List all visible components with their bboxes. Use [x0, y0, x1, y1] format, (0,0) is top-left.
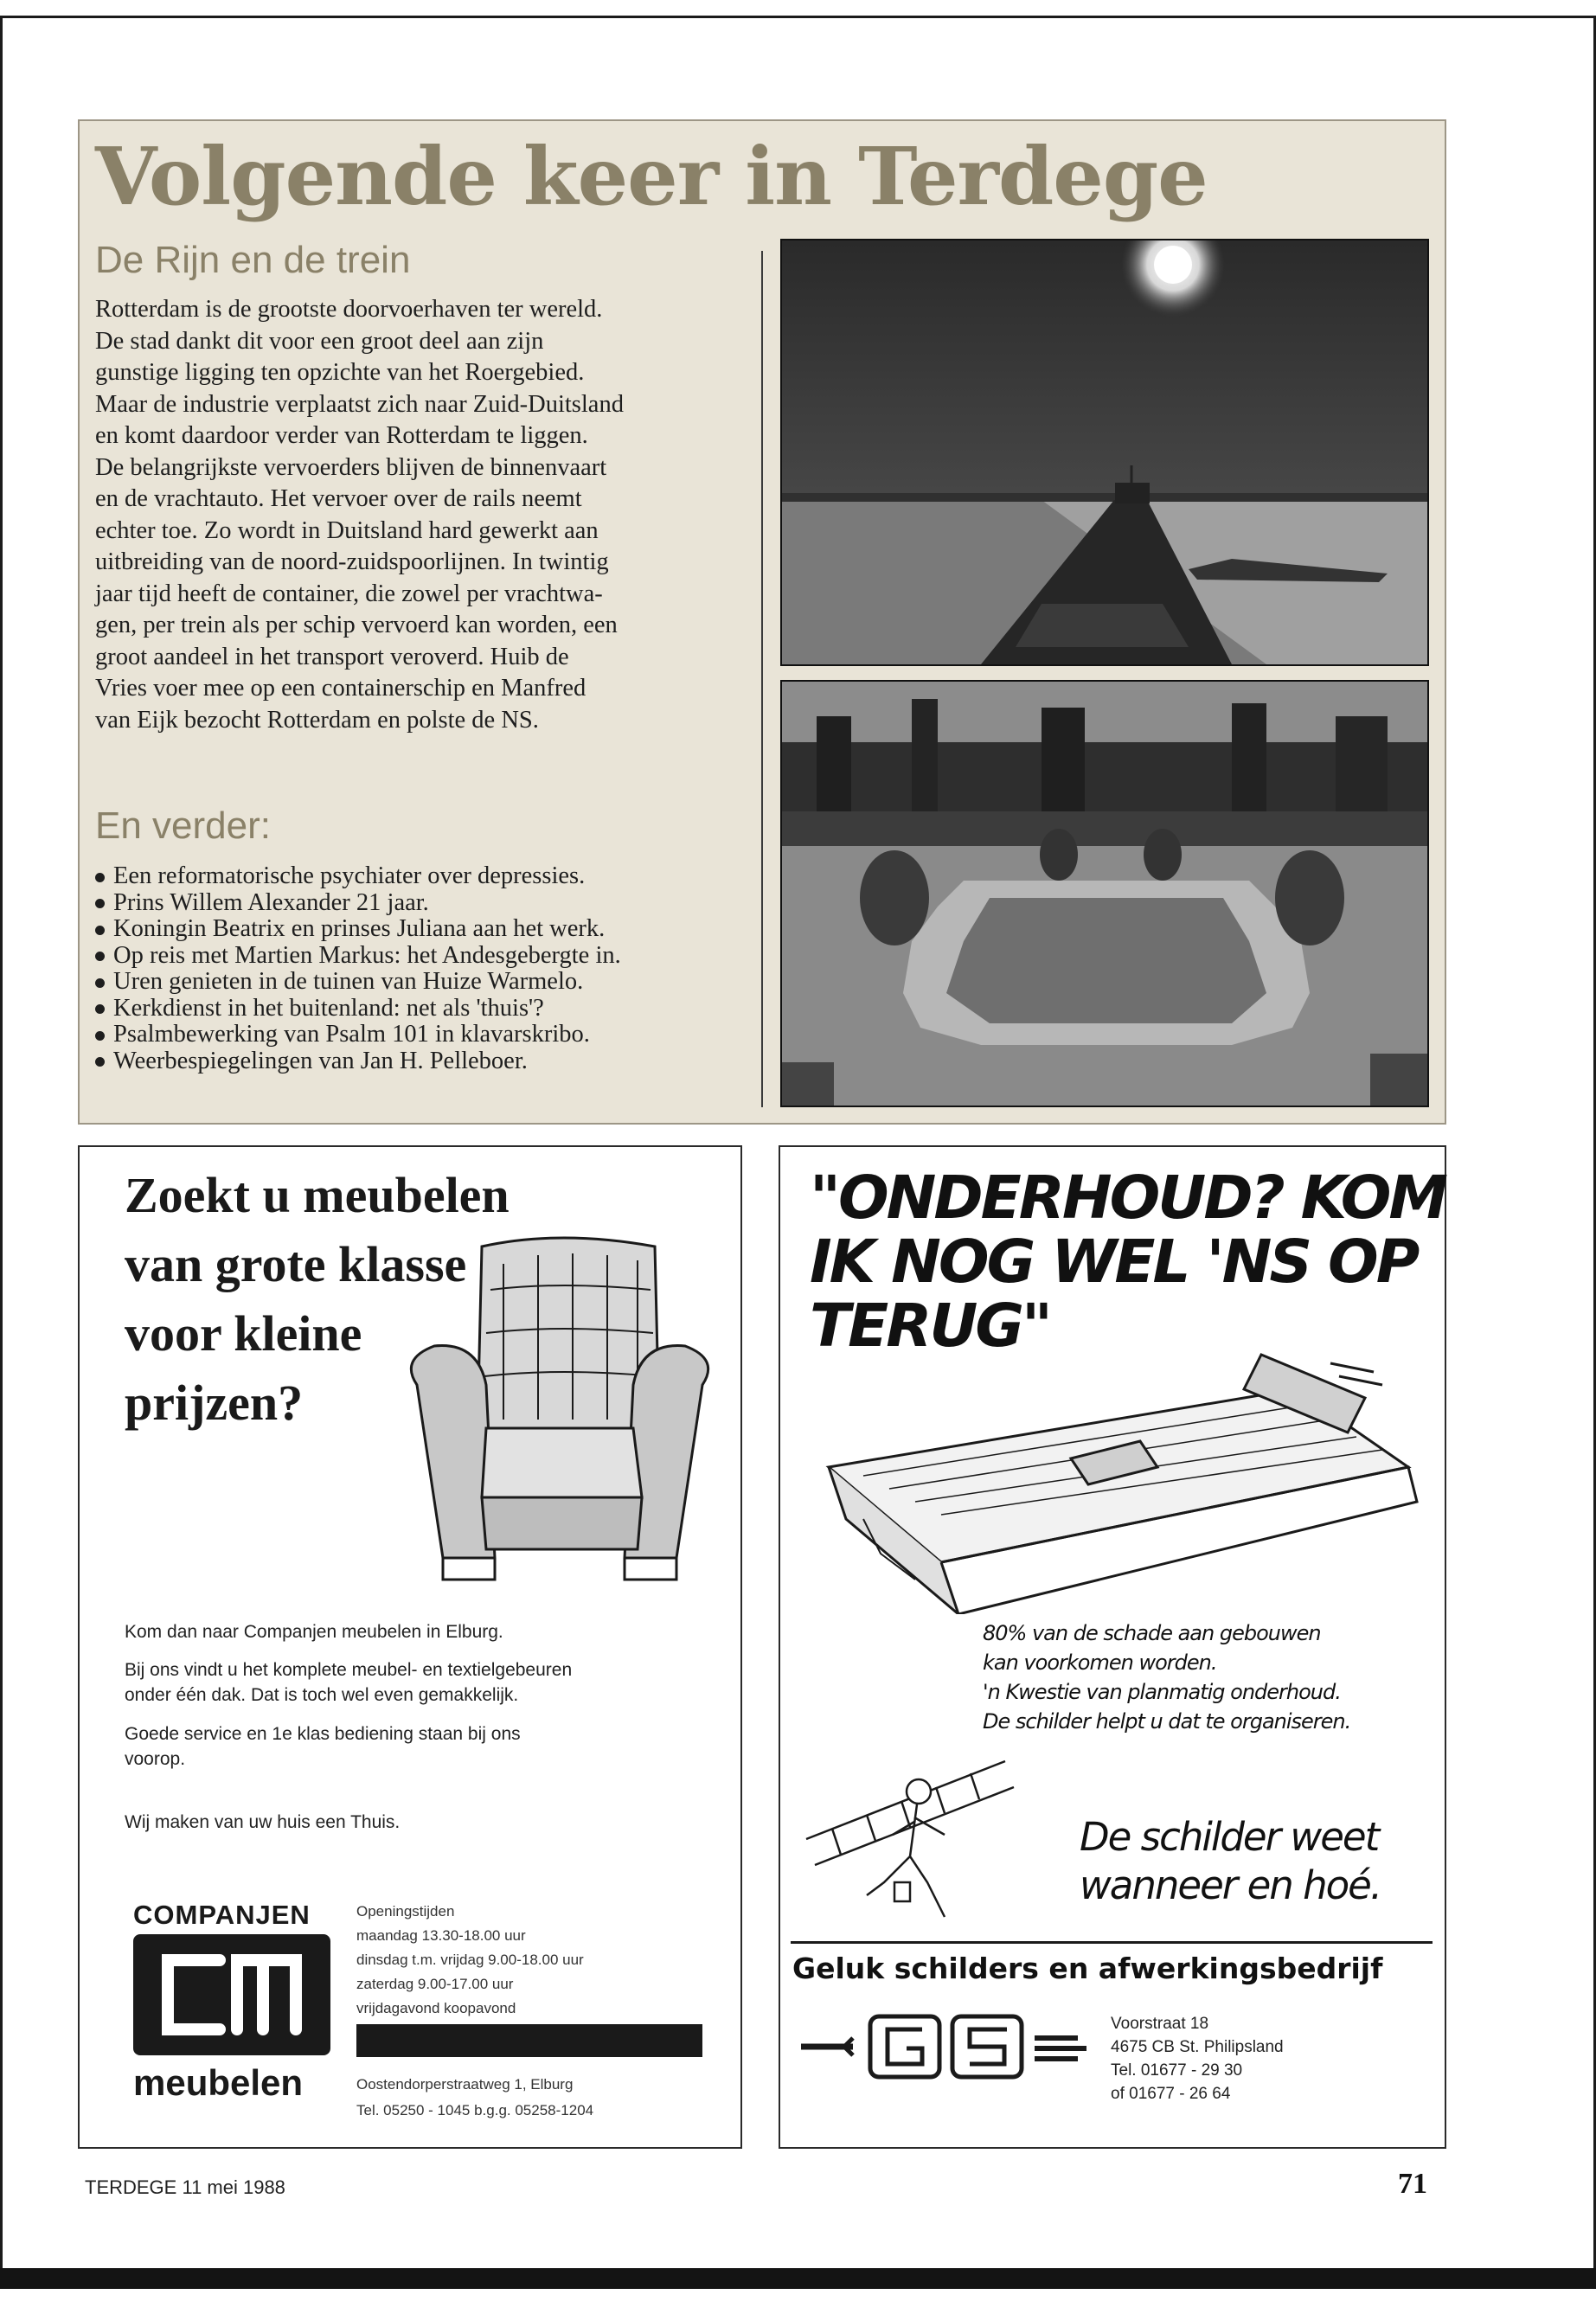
list-item — [95, 863, 621, 890]
hours-row: zaterdag 9.00-17.00 uur — [356, 1976, 514, 1992]
armchair-illustration — [400, 1229, 720, 1593]
list-item-text: Uren genieten in de tuinen van Huize Warmelo. — [113, 968, 584, 995]
painter-with-ladder-illustration — [798, 1753, 1022, 1926]
story-line: groot aandeel in het transport veroverd. Huib de — [95, 643, 569, 670]
issue-info: TERDEGE 11 mei 1988 — [85, 2176, 285, 2198]
painter-headline — [810, 1163, 1446, 1361]
rotten-beam-illustration — [811, 1337, 1434, 1614]
list-item-text: Op reis met Martien Markus: het Andesgebergte in. — [113, 941, 621, 969]
story-line: gen, per trein als per schip vervoerd kan worden, een — [95, 612, 618, 638]
body-line: Goede service en 1e klas bediening staan bij ons — [125, 1724, 521, 1744]
top-border — [0, 16, 1596, 18]
bullet-icon — [95, 926, 105, 935]
companjen-wordmark: COMPANJEN — [133, 1900, 311, 1930]
bottom-border — [0, 2268, 1596, 2289]
painter-ad — [779, 1145, 1446, 2149]
next-issue-preview — [78, 119, 1446, 1125]
story-line: jaar tijd heeft de container, die zowel per vrachtwa- — [95, 580, 603, 607]
list-item — [95, 1048, 621, 1075]
bullet-icon — [95, 873, 105, 882]
story-line: Rotterdam is de grootste doorvoerhaven ter wereld. — [95, 296, 603, 323]
hours-title: Openingstijden — [356, 1903, 455, 1920]
story-line: De stad dankt dit voor een groot deel aan zijn — [95, 327, 544, 355]
story-line: Maar de industrie verplaatst zich naar Zuid-Duitsland — [95, 390, 624, 418]
copy-line: 80% van de schade aan gebouwen — [983, 1621, 1321, 1645]
hours-row: dinsdag t.m. vrijdag 9.00-18.00 uur — [356, 1952, 584, 1968]
column-divider — [761, 251, 763, 1107]
furniture-closing: Wij maken van uw huis een Thuis. — [125, 1812, 401, 1832]
list-item-text: Koningin Beatrix en prinses Juliana aan het werk. — [113, 915, 606, 942]
furniture-intro: Kom dan naar Companjen meubelen in Elburg. — [125, 1622, 503, 1642]
story-line: uitbreiding van de noord-zuidspoorlijnen. In twintig — [95, 548, 609, 575]
copy-line: De schilder helpt u dat te organiseren. — [983, 1709, 1351, 1734]
furniture-para1 — [125, 1657, 747, 1708]
preview-title: Volgende keer in Terdege — [95, 130, 1208, 223]
gs-logo — [792, 2003, 1104, 2090]
more-list — [95, 863, 621, 1074]
furniture-ad — [78, 1145, 742, 2149]
bullet-icon — [95, 899, 105, 908]
slogan-line: wanneer en hoé. — [1080, 1862, 1381, 1908]
story-line: en de vrachtauto. Het vervoer over de rails neemt — [95, 485, 582, 512]
list-item-text: Kerkdienst in het buitenland: net als 'thuis'? — [113, 994, 544, 1022]
meubelen-wordmark: meubelen — [133, 2062, 304, 2103]
story-line: gunstige ligging ten opzichte van het Roergebied. — [95, 359, 585, 386]
list-item — [95, 1022, 621, 1048]
story-line: Vries voer mee op een containerschip en Manfred — [95, 675, 586, 702]
headline-line: IK NOG WEL 'NS OP — [810, 1227, 1418, 1297]
black-strip — [356, 2024, 702, 2057]
address-line: of 01677 - 26 64 — [1111, 2085, 1231, 2103]
page-number: 71 — [1398, 2168, 1427, 2200]
list-item-text: Weerbespiegelingen van Jan H. Pelleboer. — [113, 1047, 528, 1074]
body-line: onder één dak. Dat is toch wel even gemakkelijk. — [125, 1685, 519, 1705]
furniture-phone: Tel. 05250 - 1045 b.g.g. 05258-1204 — [356, 2102, 594, 2118]
list-item — [95, 916, 621, 943]
list-item-text: Prins Willem Alexander 21 jaar. — [113, 888, 429, 916]
hours-row: maandag 13.30-18.00 uur — [356, 1927, 526, 1944]
headline-line: Zoekt u meubelen — [125, 1167, 510, 1223]
divider-rule — [791, 1941, 1433, 1944]
headline-line: voor kleine — [125, 1305, 362, 1362]
address-line: 4675 CB St. Philipsland — [1111, 2038, 1284, 2056]
list-item — [95, 943, 621, 970]
hours-row: vrijdagavond koopavond — [356, 2000, 516, 2016]
address-line: Tel. 01677 - 29 30 — [1111, 2061, 1243, 2080]
company-name: Geluk schilders en afwerkingsbedrijf — [792, 1952, 1383, 1985]
painter-slogan — [1080, 1813, 1381, 1910]
headline-line: van grote klasse — [125, 1236, 467, 1292]
slogan-line: De schilder weet — [1080, 1814, 1379, 1860]
list-item-text: Een reformatorische psychiater over depressies. — [113, 862, 586, 889]
list-item — [95, 969, 621, 996]
furniture-para2 — [125, 1721, 747, 1772]
bullet-icon — [95, 1057, 105, 1067]
bullet-icon — [95, 952, 105, 961]
furniture-address: Oostendorperstraatweg 1, Elburg — [356, 2076, 574, 2093]
bullet-icon — [95, 1004, 105, 1014]
headline-line: "ONDERHOUD? KOM — [810, 1163, 1446, 1233]
list-item-text: Psalmbewerking van Psalm 101 in klavarskribo. — [113, 1021, 590, 1048]
story-line: en komt daardoor verder van Rotterdam te liggen. — [95, 422, 588, 449]
copy-line: 'n Kwestie van planmatig onderhoud. — [983, 1680, 1341, 1704]
story-line: van Eijk bezocht Rotterdam en polste de NS. — [95, 706, 539, 734]
painter-address — [1111, 2012, 1284, 2106]
story-heading: De Rijn en de trein — [95, 239, 411, 281]
list-item — [95, 890, 621, 917]
address-line: Voorstraat 18 — [1111, 2015, 1209, 2033]
more-heading: En verder: — [95, 804, 271, 847]
left-border — [0, 16, 3, 2282]
bullet-icon — [95, 978, 105, 988]
body-line: Bij ons vindt u het komplete meubel- en textielgebeuren — [125, 1660, 573, 1680]
bullet-icon — [95, 1031, 105, 1041]
story-line: De belangrijkste vervoerders blijven de binnenvaart — [95, 453, 607, 481]
list-item — [95, 996, 621, 1022]
ship-photo — [780, 239, 1429, 666]
companjen-logo — [133, 1934, 330, 2055]
opening-hours — [356, 1900, 584, 2021]
garden-photo — [780, 680, 1429, 1107]
painter-copy — [983, 1618, 1350, 1736]
headline-line: prijzen? — [125, 1375, 304, 1431]
story-line: echter toe. Zo wordt in Duitsland hard gewerkt aan — [95, 516, 599, 544]
copy-line: kan voorkomen worden. — [983, 1650, 1217, 1675]
body-line: voorop. — [125, 1749, 186, 1769]
story-text — [95, 294, 753, 736]
headline-line: TERUG" — [810, 1292, 1050, 1361]
